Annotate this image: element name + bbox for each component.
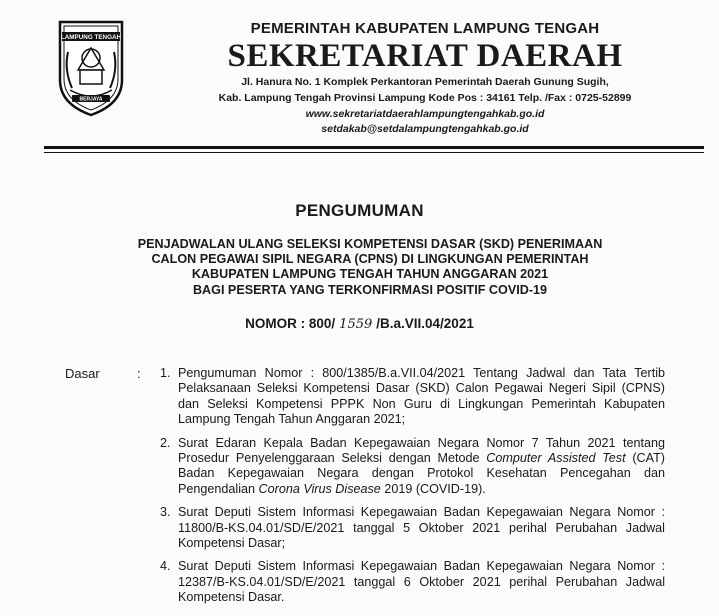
basis-item <box>160 505 665 551</box>
announcement-subject-line: CALON PEGAWAI SIPIL NEGARA (CPNS) DI LINGKUNGAN PEMERINTAH <box>151 252 589 266</box>
letterhead-divider-thick <box>44 146 704 149</box>
basis-item-text: Surat Deputi Sistem Informasi Kepegawaian Badan Kepegawaian Negara Nomor : 11800/B-KS.04.01/SD/E/2021 tanggal 5 Oktober 2021 perihal Perubahan Jadwal Kompetensi Dasar; <box>178 505 665 551</box>
letterhead-email: setdakab@setdalampungtengahkab.go.id <box>321 123 529 135</box>
basis-item-text <box>178 436 665 496</box>
basis-item-number: 4. <box>160 559 171 574</box>
basis-item-text-part: Surat Edaran Kepala Badan Kepegawaian Negara Nomor 7 Tahun 2021 tentang Prosedur Penyelenggaraan Seleksi dengan Metode <box>178 435 665 466</box>
letterhead-government: PEMERINTAH KABUPATEN LAMPUNG TENGAH <box>250 20 600 37</box>
announcement-subject-line: PENJADWALAN ULANG SELEKSI KOMPETENSI DASAR (SKD) PENERIMAAN <box>137 237 603 251</box>
announcement-subject-line: KABUPATEN LAMPUNG TENGAH TAHUN ANGGARAN 2021 <box>191 267 549 281</box>
basis-item-text-part: (CAT) Badan Kepegawaian Negara dengan Protokol Kesehatan Pencegahan dan Pengendalian <box>178 451 665 496</box>
basis-item-number: 1. <box>160 366 171 380</box>
letterhead-address-line-1: Jl. Hanura No. 1 Komplek Perkantoran Pemerintah Daerah Gunung Sugih, <box>241 76 609 88</box>
letterhead-office: SEKRETARIAT DAERAH <box>227 38 623 74</box>
basis-item-text: Pengumuman Nomor : 800/1385/B.a.VII.04/2021 Tentang Jadwal dan Tata Tertib Pelaksanaan Seleksi Kompetensi Dasar (SKD) Calon Pegawai Negeri Sipil (CPNS) dan Seleksi Kompetensi PPPK Non Guru di Lingkungan Pemerintah Kabupaten Lampung Tengah Tahun Anggaran 2021; <box>178 366 665 427</box>
basis-item <box>160 559 665 605</box>
crest-banner-text: LAMPUNG TENGAH <box>60 34 122 41</box>
regency-crest-icon <box>56 18 126 118</box>
letterhead-divider-thin <box>44 152 704 153</box>
document-number-handwritten: 1559 <box>339 317 373 332</box>
document-number-suffix: /B.a.VII.04/2021 <box>376 316 474 331</box>
crest-motto: BERJAYA <box>79 96 103 103</box>
basis-item-text-italic: Corona Virus Disease <box>258 481 381 496</box>
basis-item-text-part: 2019 (COVID-19). <box>380 481 486 496</box>
announcement-subject-line: BAGI PESERTA YANG TERKONFIRMASI POSITIF COVID-19 <box>192 283 548 297</box>
document-number <box>0 316 719 332</box>
basis-item-number: 2. <box>160 435 171 450</box>
basis-item-text: Surat Deputi Sistem Informasi Kepegawaian Badan Kepegawaian Negara Nomor : 12387/B-KS.04.01/SD/E/2021 tanggal 6 Oktober 2021 perihal Perubahan Jadwal Kompetensi Dasar. <box>178 559 665 605</box>
letterhead-address-line-2: Kab. Lampung Tengah Provinsi Lampung Kode Pos : 34161 Telp. /Fax : 0725-52899 <box>218 92 632 104</box>
basis-item-text-italic: Computer Assisted Test <box>486 451 626 466</box>
basis-item <box>160 366 665 428</box>
document-number-prefix: NOMOR : 800/ <box>245 316 336 331</box>
basis-list <box>160 366 665 614</box>
basis-item-number: 3. <box>160 505 171 520</box>
announcement-title: PENGUMUMAN <box>295 201 424 220</box>
basis-colon: : <box>137 366 141 381</box>
basis-item <box>160 436 665 498</box>
basis-label: Dasar <box>65 366 100 381</box>
letterhead-website: www.sekretariatdaerahlampungtengahkab.go.id <box>305 108 545 120</box>
